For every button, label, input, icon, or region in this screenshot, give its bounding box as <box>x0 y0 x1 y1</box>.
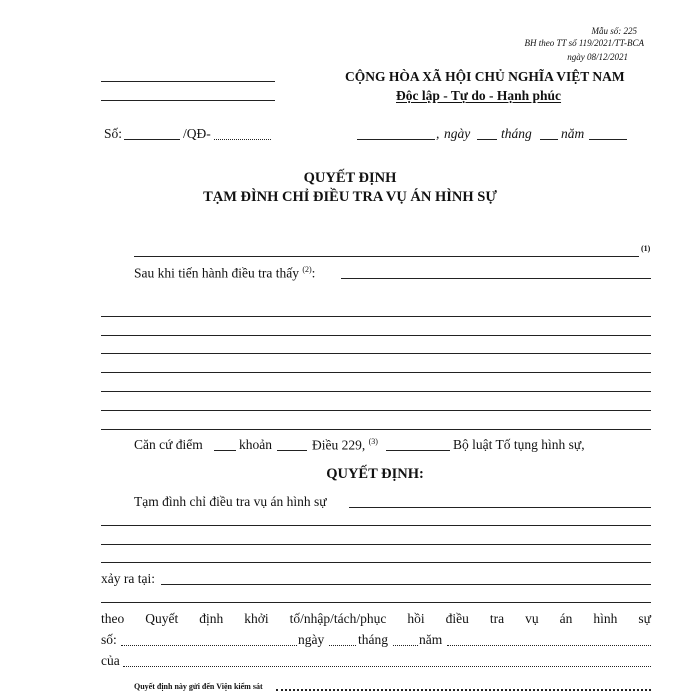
occurred-at-field[interactable] <box>161 584 651 585</box>
findings-line[interactable] <box>101 372 651 373</box>
decision-year-field[interactable] <box>447 645 651 646</box>
decision-number-label: số: <box>101 632 117 647</box>
article-label <box>312 437 378 454</box>
per-decision-word: hồi <box>407 611 425 626</box>
year-field[interactable] <box>589 139 627 140</box>
issuer-label: của <box>101 653 120 668</box>
per-decision-word: Quyết <box>145 611 179 626</box>
pursuant-point-label: Căn cứ điểm <box>134 437 203 452</box>
issuer-field[interactable] <box>123 666 651 667</box>
decision-year-label: năm <box>419 632 443 647</box>
per-decision-word: định <box>199 611 224 626</box>
authority-field[interactable] <box>134 256 639 257</box>
document-subtitle: TẠM ĐÌNH CHỈ ĐIỀU TRA VỤ ÁN HÌNH SỰ <box>203 189 497 205</box>
nation-heading: CỘNG HÒA XÃ HỘI CHỦ NGHĨA VIỆT NAM <box>345 69 625 84</box>
number-field[interactable] <box>124 139 180 140</box>
per-decision-word: sự <box>638 611 651 626</box>
investigation-findings-label <box>134 265 315 282</box>
year-label: năm <box>561 126 585 141</box>
occurred-at-line[interactable] <box>101 602 651 603</box>
findings-line[interactable] <box>101 429 651 430</box>
per-decision-word: án <box>559 611 573 626</box>
number-label: Số: <box>104 126 123 141</box>
per-decision-word: hình <box>593 611 618 626</box>
point-field[interactable] <box>214 450 236 451</box>
decision-number-field[interactable] <box>121 645 297 646</box>
case-name-field[interactable] <box>349 507 651 508</box>
agency-line-1[interactable] <box>101 81 275 82</box>
suspend-label: Tạm đình chỉ điều tra vụ án hình sự <box>134 494 327 509</box>
footnote-marker-2: (2) <box>302 265 312 274</box>
footnote-marker-1: (1) <box>641 244 651 253</box>
decision-month-label: tháng <box>358 632 388 647</box>
criminal-procedure-code: Bộ luật Tố tụng hình sự, <box>453 437 585 452</box>
form-issued-date: ngày 08/12/2021 <box>567 52 628 62</box>
article-text: Điều 229, <box>312 437 366 453</box>
findings-line[interactable] <box>101 410 651 411</box>
per-decision-word: điều <box>445 611 469 626</box>
day-label: ngày <box>444 126 471 141</box>
decision-day-field[interactable] <box>329 645 356 646</box>
decision-day-label: ngày <box>298 632 325 647</box>
footnote-marker-3: (3) <box>368 437 378 446</box>
agency-line-2[interactable] <box>101 100 275 101</box>
decision-code: /QĐ- <box>183 126 211 141</box>
clause-label: khoản <box>239 437 272 452</box>
occurred-at-label: xảy ra tại: <box>101 571 155 586</box>
findings-line[interactable] <box>101 316 651 317</box>
findings-line[interactable] <box>101 353 651 354</box>
month-field[interactable] <box>540 139 558 140</box>
document-title: QUYẾT ĐỊNH <box>303 170 397 186</box>
per-decision-word: khởi <box>244 611 269 626</box>
investigation-findings-text: Sau khi tiến hành điều tra thấy <box>134 265 299 281</box>
per-decision-word: tố/nhập/tách/phục <box>289 611 387 626</box>
findings-colon: : <box>311 265 316 281</box>
case-name-line[interactable] <box>101 562 651 563</box>
form-number: Mẫu số: 225 <box>591 26 637 36</box>
per-decision-word: tra <box>489 611 505 626</box>
clause-field[interactable] <box>277 450 307 451</box>
case-name-line[interactable] <box>101 525 651 526</box>
agency-code-field[interactable] <box>214 139 271 140</box>
per-decision-word: theo <box>101 611 125 626</box>
findings-line[interactable] <box>101 335 651 336</box>
month-label: tháng <box>501 126 532 141</box>
procuracy-field[interactable] <box>276 689 651 691</box>
per-decision-line <box>101 611 651 627</box>
place-field[interactable] <box>357 139 435 140</box>
per-decision-word: vụ <box>525 611 539 626</box>
legal-basis-field[interactable] <box>386 450 450 451</box>
sent-to-label: Quyết định này gửi đến Viện kiểm sát <box>134 682 263 691</box>
findings-field-first[interactable] <box>341 278 651 279</box>
decision-month-field[interactable] <box>393 645 418 646</box>
case-name-line[interactable] <box>101 544 651 545</box>
date-comma: , <box>436 126 440 141</box>
motto: Độc lập - Tự do - Hạnh phúc <box>396 88 562 103</box>
findings-line[interactable] <box>101 391 651 392</box>
decision-heading: QUYẾT ĐỊNH: <box>326 466 424 482</box>
day-field[interactable] <box>477 139 497 140</box>
form-issued-under: BH theo TT số 119/2021/TT-BCA <box>524 38 644 48</box>
